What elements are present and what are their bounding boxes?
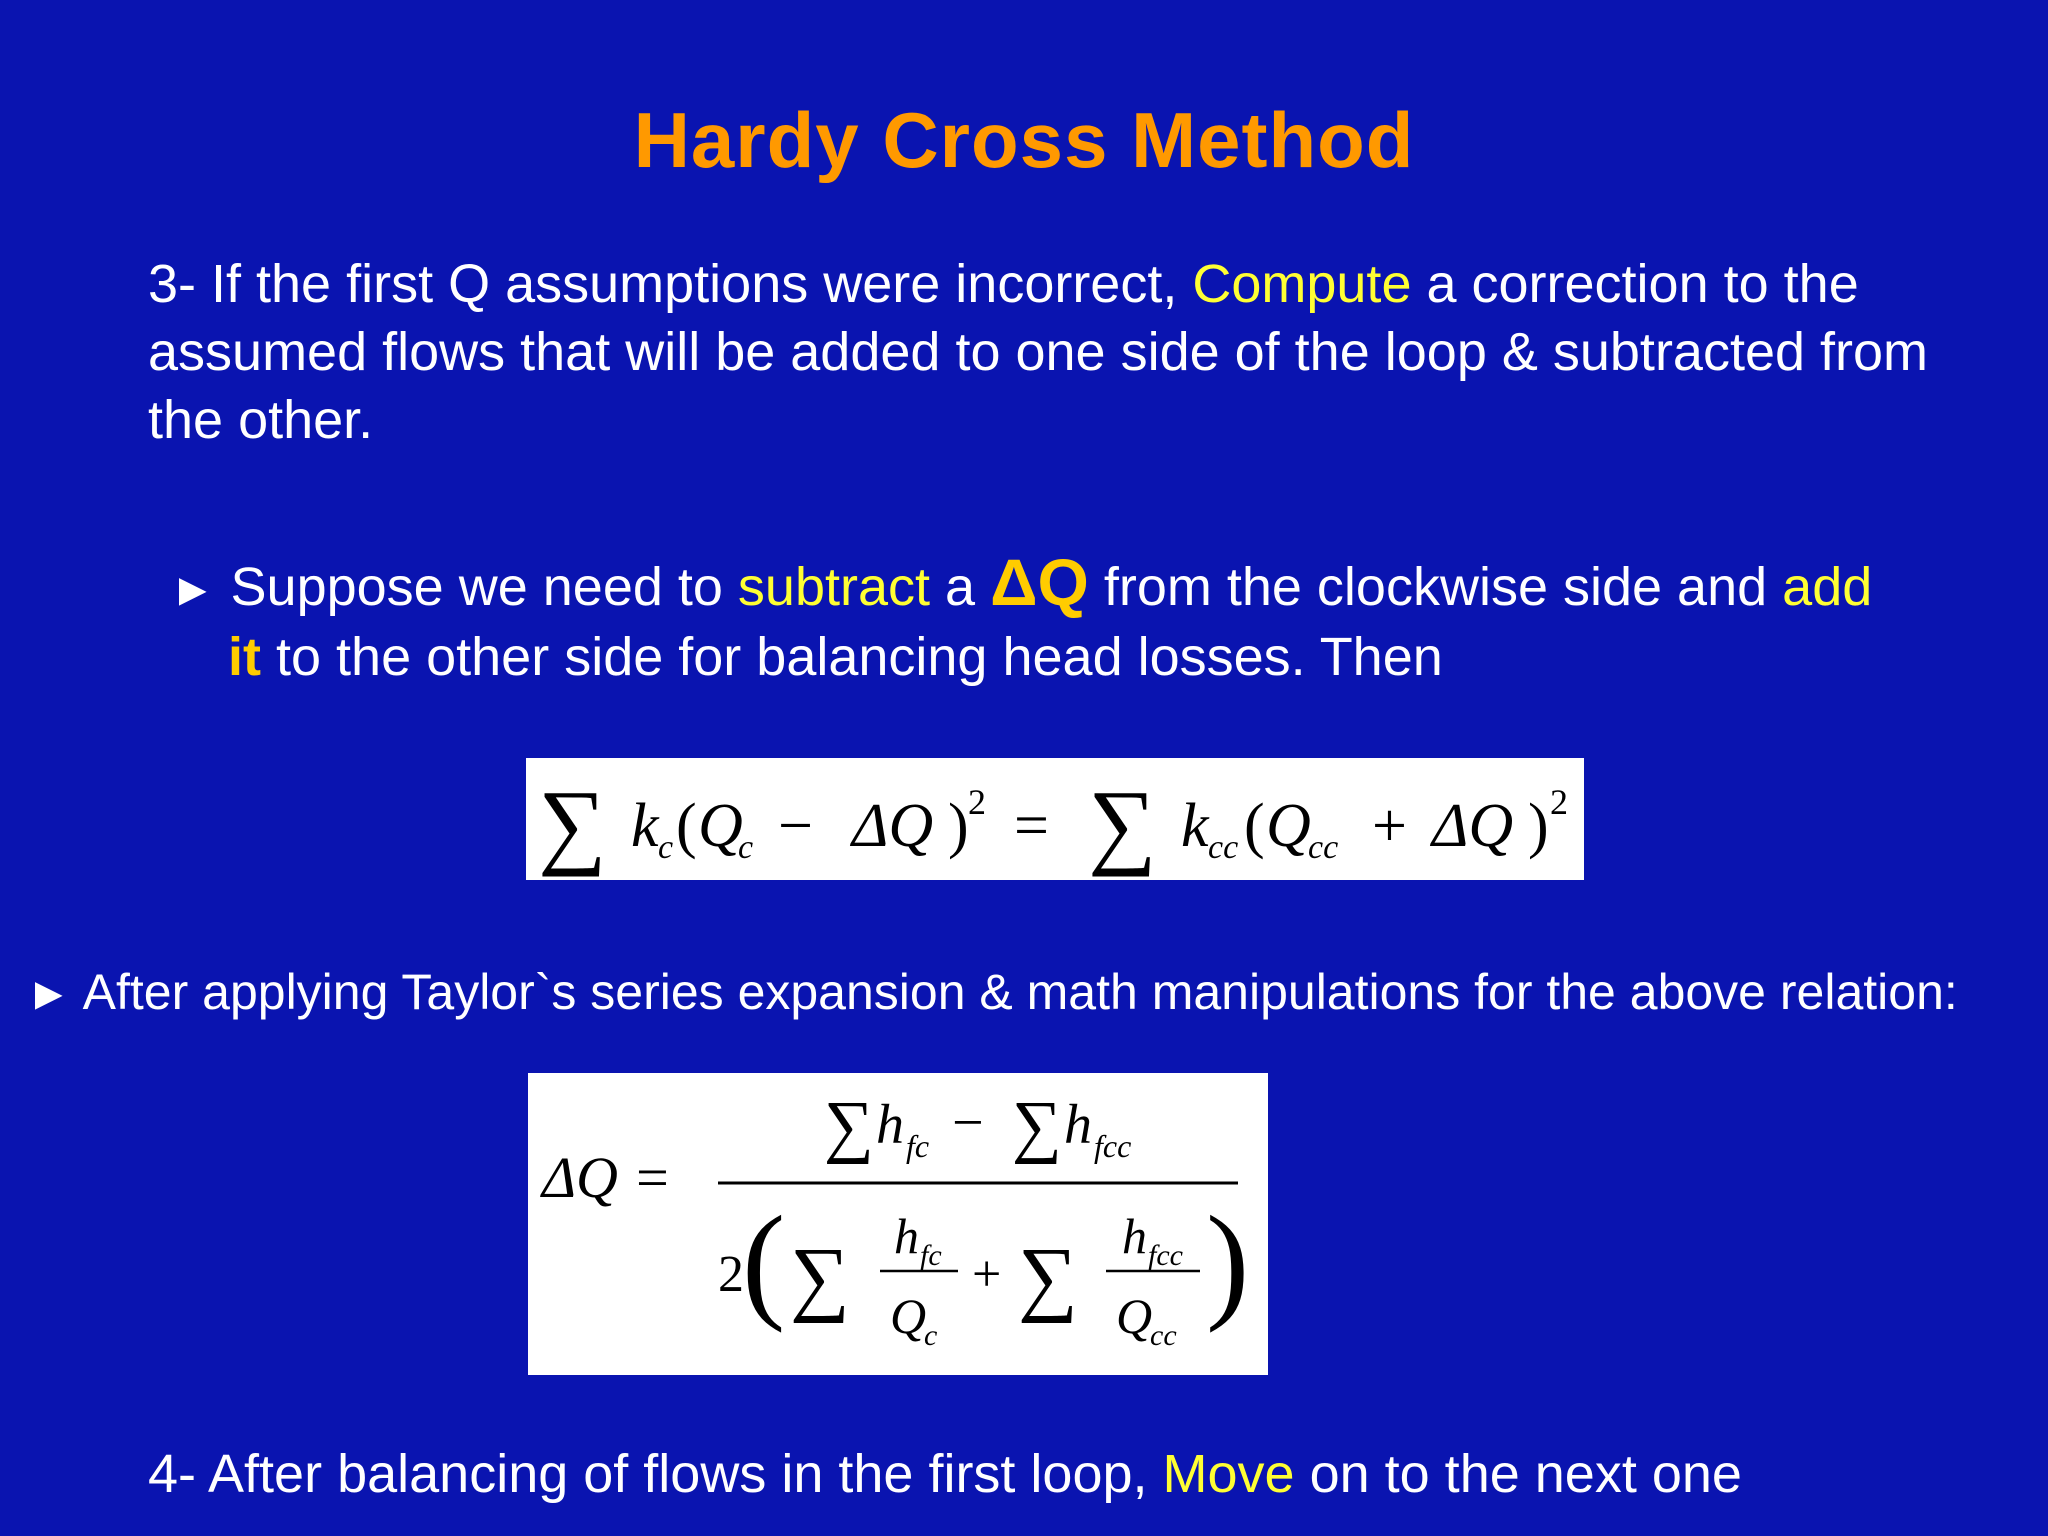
- step-4-paragraph: [148, 1440, 2018, 1508]
- eq2-num-sub-fcc: fcc: [1094, 1128, 1132, 1164]
- slide-title: Hardy Cross Method: [633, 96, 1415, 184]
- eq2-den-q-1: Q: [890, 1288, 927, 1344]
- bullet-1-text-a: Suppose we need to: [215, 557, 738, 617]
- bullet-suppose: [170, 545, 2000, 691]
- eq2-den-plus: +: [972, 1246, 1002, 1303]
- equation-balance-box: [526, 758, 1584, 880]
- bullet-1-highlight-subtract: subtract: [737, 557, 931, 617]
- eq2-num-h-1: h: [876, 1094, 904, 1156]
- step-3-paragraph: [148, 250, 2018, 454]
- eq1-delta-q-right: ΔQ: [1432, 792, 1514, 860]
- eq1-k-left: k: [631, 792, 659, 860]
- bullet-arrow-icon: ►: [26, 967, 72, 1019]
- eq2-den-sub-c: c: [924, 1319, 938, 1352]
- step-3-highlight-compute: Compute: [1192, 254, 1412, 314]
- eq1-power-right: 2: [1550, 782, 1568, 822]
- eq1-sum-right: ∑: [1088, 770, 1157, 877]
- step-4-text-pre: 4- After balancing of flows in the first loop,: [148, 1444, 1163, 1504]
- eq1-sub-c-k: c: [658, 829, 674, 866]
- eq2-den-sum-2: ∑: [1018, 1231, 1078, 1324]
- eq2-big-open: (: [742, 1190, 786, 1334]
- eq2-den-sub-fc: fc: [920, 1239, 942, 1272]
- eq1-close-right: ): [1528, 792, 1549, 860]
- eq2-den-q-2: Q: [1116, 1288, 1153, 1344]
- step-3-text-pre: 3- If the first Q assumptions were incorrect,: [148, 254, 1193, 314]
- step-4-highlight-move: Move: [1162, 1444, 1295, 1504]
- step-3-text-post: a correction to the assumed flows that will be added to one side of the loop & subtracted from the other.: [148, 254, 1929, 450]
- bullet-1-text-c: from the clockwise side and: [1088, 557, 1783, 617]
- eq1-sub-cc-q: cc: [1308, 829, 1339, 866]
- eq1-open-left: (: [676, 792, 697, 860]
- eq1-power-left: 2: [968, 782, 986, 822]
- eq1-plus: +: [1372, 792, 1407, 860]
- bullet-2-text: After applying Taylor`s series expansion & math manipulations for the above relation:: [71, 964, 1958, 1020]
- eq2-num-sum-1: ∑: [824, 1088, 874, 1165]
- eq2-num-sub-fc: fc: [906, 1128, 930, 1164]
- bullet-1-highlight-add: add: [1782, 557, 1873, 617]
- eq2-big-close: ): [1206, 1190, 1250, 1334]
- bullet-1-delta-q: ΔQ: [990, 545, 1089, 619]
- eq1-minus: −: [778, 792, 813, 860]
- eq2-num-h-2: h: [1064, 1094, 1092, 1156]
- bullet-taylor: [26, 958, 2036, 1027]
- eq2-two: 2: [718, 1246, 744, 1303]
- eq1-q-left: Q: [698, 792, 743, 860]
- eq1-delta-q-left: ΔQ: [852, 792, 934, 860]
- eq2-den-h-1: h: [894, 1208, 919, 1264]
- eq2-num-minus: −: [952, 1092, 984, 1154]
- equation-delta-q-box: [528, 1073, 1268, 1375]
- eq1-sub-c-q: c: [738, 829, 754, 866]
- bullet-1-text-d: to the other side for balancing head losses. Then: [261, 627, 1443, 687]
- eq2-den-sub-cc: cc: [1150, 1319, 1177, 1352]
- eq1-close-left: ): [948, 792, 969, 860]
- eq2-num-sum-2: ∑: [1012, 1088, 1062, 1165]
- eq1-sum-left: ∑: [538, 770, 607, 877]
- bullet-1-highlight-it: it: [228, 627, 261, 687]
- eq2-den-h-2: h: [1122, 1208, 1147, 1264]
- eq2-den-sub-fcc: fcc: [1148, 1239, 1183, 1272]
- eq2-den-sum-1: ∑: [790, 1231, 850, 1324]
- equation-balance: [526, 758, 1584, 880]
- bullet-1-text-b: a: [930, 557, 991, 617]
- step-4-text-post: on to the next one: [1294, 1444, 1742, 1504]
- eq2-lhs: ΔQ =: [542, 1145, 672, 1210]
- bullet-arrow-icon: ►: [170, 563, 216, 615]
- eq1-k-right: k: [1181, 792, 1209, 860]
- eq1-q-right: Q: [1266, 792, 1311, 860]
- eq1-open-right: (: [1244, 792, 1265, 860]
- bullet-1-line-2: [170, 623, 2000, 691]
- eq1-equals: =: [1014, 792, 1049, 860]
- equation-delta-q: [528, 1073, 1268, 1375]
- eq1-sub-cc-k: cc: [1208, 829, 1239, 866]
